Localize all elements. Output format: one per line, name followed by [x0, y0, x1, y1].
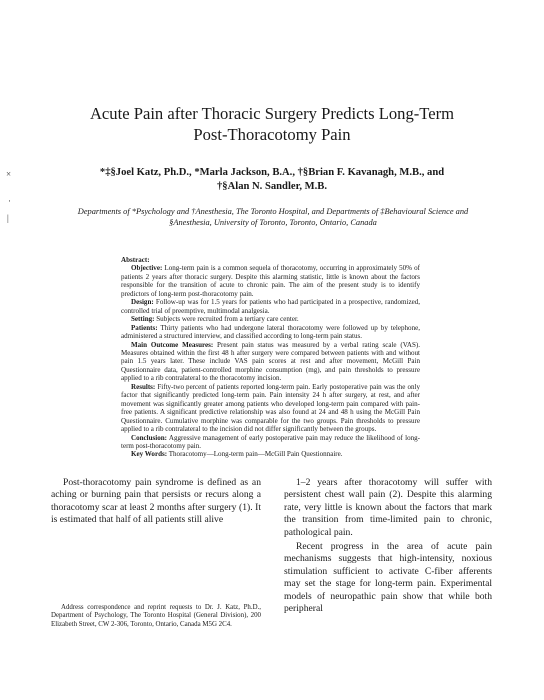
body-paragraph: 1–2 years after thoracotomy will suffer with persistent chest wall pain (2). Despite this alarming rate, very little is known about the factors that mark the transition from time-limited pain to chronic, pathological pain.: [284, 477, 492, 538]
affiliation-line-1: Departments of *Psychology and †Anesthesia, The Toronto Hospital, and Departments of ‡Behavioural Science and: [77, 207, 469, 216]
author-list: [40, 166, 504, 194]
abstract-results: [121, 383, 420, 434]
measures-label: Main Outcome Measures:: [131, 340, 214, 349]
design-text: Follow-up was for 1.5 years for patients who had participated in a prospective, randomized, controlled trial of preemptive, multimodal analgesia.: [121, 298, 420, 315]
results-text: Fifty-two percent of patients reported long-term pain. Early postoperative pain was the only factor that significantly predicted long-term pain. Pain intensity 24 h after surgery, at rest, and after movement was significantly greater among patients who developed long-term pain compared with pain-free patients. A significant predictive relationship was also found at 24 and 48 h using the McGill Pain Questionnaire. Cumulative morphine was comparable for the two groups. Pain thresholds to pressure applied to a rib contralateral to the incision did not differ significantly between the groups.: [121, 382, 420, 434]
margin-mark-1: ×: [6, 169, 12, 179]
body-column-right: [284, 477, 492, 615]
objective-label: Objective:: [131, 264, 163, 273]
title-line-2: Post-Thoracotomy Pain: [193, 125, 351, 144]
margin-mark-2: ·: [8, 196, 11, 206]
objective-text: Long-term pain is a common sequela of thoracotomy, occurring in approximately 50% of patients 2 years after thoracic surgery. Despite this alarming statistic, little is known about the factors responsible for the transition of acute to chronic pain. The aim of the present study is to identify predictors of long-term post-thoracotomy pain.: [121, 264, 420, 298]
margin-mark-3: |: [7, 213, 9, 223]
patients-text: Thirty patients who had undergone lateral thoracotomy were followed up by telephone, administered a structured interview, and classified according to long-term pain status.: [121, 323, 420, 341]
body-paragraph: Post-thoracotomy pain syndrome is defined as an aching or burning pain that persists or recurs along a thoracotomy scar at least 2 months after surgery (1). It is estimated that half of all patients still alive: [51, 477, 261, 526]
abstract-design: [121, 298, 420, 315]
authors-line-2: †§Alan N. Sandler, M.B.: [217, 181, 327, 192]
conclusion-label: Conclusion:: [131, 433, 168, 442]
setting-text: Subjects were recruited from a tertiary care center.: [154, 315, 299, 324]
abstract-objective: [121, 264, 420, 298]
abstract-measures: [121, 341, 420, 383]
abstract-patients: [121, 324, 420, 341]
measures-text: Present pain status was measured by a verbal rating scale (VAS). Measures obtained within the first 48 h after surgery were compared between patients with and without pain 1.5 years later. These include VAS pain scores at rest and after movement, McGill Pain Questionnaire data, patient-controlled morphine consumption (mg), and pain thresholds to pressure applied to a rib contralateral to the thoracotomy incision.: [121, 340, 420, 383]
authors-line-1: *‡§Joel Katz, Ph.D., *Marla Jackson, B.A., †§Brian F. Kavanagh, M.B., and: [99, 167, 445, 178]
patients-label: Patients:: [131, 323, 158, 332]
affiliations: [28, 206, 518, 228]
abstract: [121, 256, 420, 459]
design-label: Design:: [131, 298, 154, 307]
conclusion-text: Aggressive management of early postoperative pain may reduce the likelihood of long-term post-thoracotomy pain.: [121, 433, 420, 450]
correspondence-footnote: [51, 604, 261, 629]
paper-title: [40, 103, 504, 145]
footnote-text: Address correspondence and reprint requests to Dr. J. Katz, Ph.D., Department of Psychology, The Toronto Hospital (General Division), 200 Elizabeth Street, CW 2-306, Toronto, Ontario, Canada M5G 2C4.: [51, 604, 261, 628]
abstract-conclusion: [121, 434, 420, 451]
keywords-label: Key Words:: [131, 450, 168, 459]
body-column-left: [51, 477, 261, 527]
keywords-text: Thoracotomy—Long-term pain—McGill Pain Questionnaire.: [167, 450, 343, 459]
results-label: Results:: [131, 382, 156, 391]
body-paragraph: Recent progress in the area of acute pain mechanisms suggests that high-intensity, noxious stimulation sufficient to activate C-fiber afferents may set the stage for long-term pain. Experimental models of neuropathic pain show that while both peripheral: [284, 541, 492, 615]
abstract-keywords: [121, 450, 420, 458]
abstract-heading: Abstract:: [121, 256, 150, 264]
abstract-setting: [121, 315, 420, 323]
title-line-1: Acute Pain after Thoracic Surgery Predicts Long-Term: [89, 104, 455, 123]
affiliation-line-2: §Anesthesia, University of Toronto, Toronto, Ontario, Canada: [169, 218, 377, 228]
setting-label: Setting:: [131, 315, 155, 324]
